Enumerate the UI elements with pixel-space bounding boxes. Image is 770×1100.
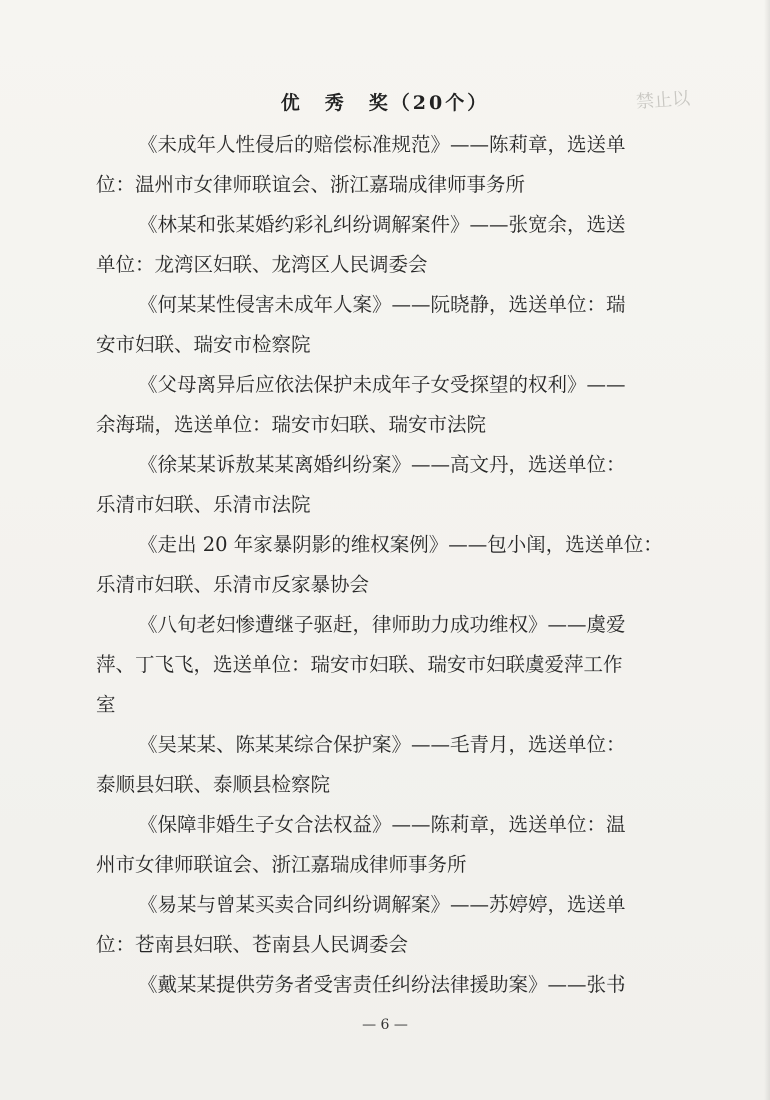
award-entry-title-line: 《何某某性侵害未成年人案》——阮晓静，选送单位：瑞 <box>138 293 626 316</box>
award-entry-continuation-line: 州市女律师联谊会、浙江嘉瑞成律师事务所 <box>96 853 467 876</box>
award-entry-title-line: 《吴某某、陈某某综合保护案》——毛青月，选送单位： <box>138 733 626 756</box>
award-entry <box>96 965 676 1005</box>
award-entry-title-line: 《徐某某诉敖某某离婚纠纷案》——高文丹，选送单位： <box>138 453 626 476</box>
award-entry-title-line: 《林某和张某婚约彩礼纠纷调解案件》——张宽余，选送 <box>138 213 626 236</box>
award-entry-title-line: 《父母离异后应依法保护未成年子女受探望的权利》—— <box>138 373 626 396</box>
award-entry-continuation-line: 室 <box>96 693 116 716</box>
award-entry <box>96 725 676 805</box>
award-entry <box>96 525 676 605</box>
award-entry-title-line: 《未成年人性侵后的赔偿标准规范》——陈莉章，选送单 <box>138 133 626 156</box>
award-entry-title-line: 《八旬老妇惨遭继子驱赶，律师助力成功维权》——虞爱 <box>138 613 626 636</box>
award-entry-continuation-line: 萍、丁飞飞，选送单位：瑞安市妇联、瑞安市妇联虞爱萍工作 <box>96 653 623 676</box>
award-entry <box>96 605 676 725</box>
award-entry-continuation-line: 乐清市妇联、乐清市反家暴协会 <box>96 573 370 596</box>
page-edge-shadow <box>764 0 770 1100</box>
award-entry <box>96 365 676 445</box>
award-entry <box>96 445 676 525</box>
award-entry-continuation-line: 位：温州市女律师联谊会、浙江嘉瑞成律师事务所 <box>96 173 526 196</box>
award-entry-continuation-line: 单位：龙湾区妇联、龙湾区人民调委会 <box>96 253 428 276</box>
award-entry <box>96 885 676 965</box>
award-entry <box>96 805 676 885</box>
award-entry <box>96 125 676 205</box>
award-entry-title-line: 《走出 20 年家暴阴影的维权案例》——包小闺，选送单位： <box>138 533 663 556</box>
section-title: 优 秀 奖（20个） <box>280 92 490 114</box>
award-list <box>96 125 676 1005</box>
award-entry <box>96 285 676 365</box>
award-entry-continuation-line: 泰顺县妇联、泰顺县检察院 <box>96 773 331 796</box>
award-entry <box>96 205 676 285</box>
award-entry-continuation-line: 乐清市妇联、乐清市法院 <box>96 493 311 516</box>
award-entry-title-line: 《戴某某提供劳务者受害责任纠纷法律援助案》——张书 <box>138 973 626 996</box>
award-entry-continuation-line: 余海瑞，选送单位：瑞安市妇联、瑞安市法院 <box>96 413 487 436</box>
page-number: — 6 — <box>362 1017 408 1033</box>
award-entry-title-line: 《易某与曾某买卖合同纠纷调解案》——苏婷婷，选送单 <box>138 893 626 916</box>
award-entry-continuation-line: 位：苍南县妇联、苍南县人民调委会 <box>96 933 409 956</box>
award-entry-title-line: 《保障非婚生子女合法权益》——陈莉章，选送单位：温 <box>138 813 626 836</box>
faint-stamp-mark: 禁止以 <box>635 88 691 113</box>
award-entry-continuation-line: 安市妇联、瑞安市检察院 <box>96 333 311 356</box>
